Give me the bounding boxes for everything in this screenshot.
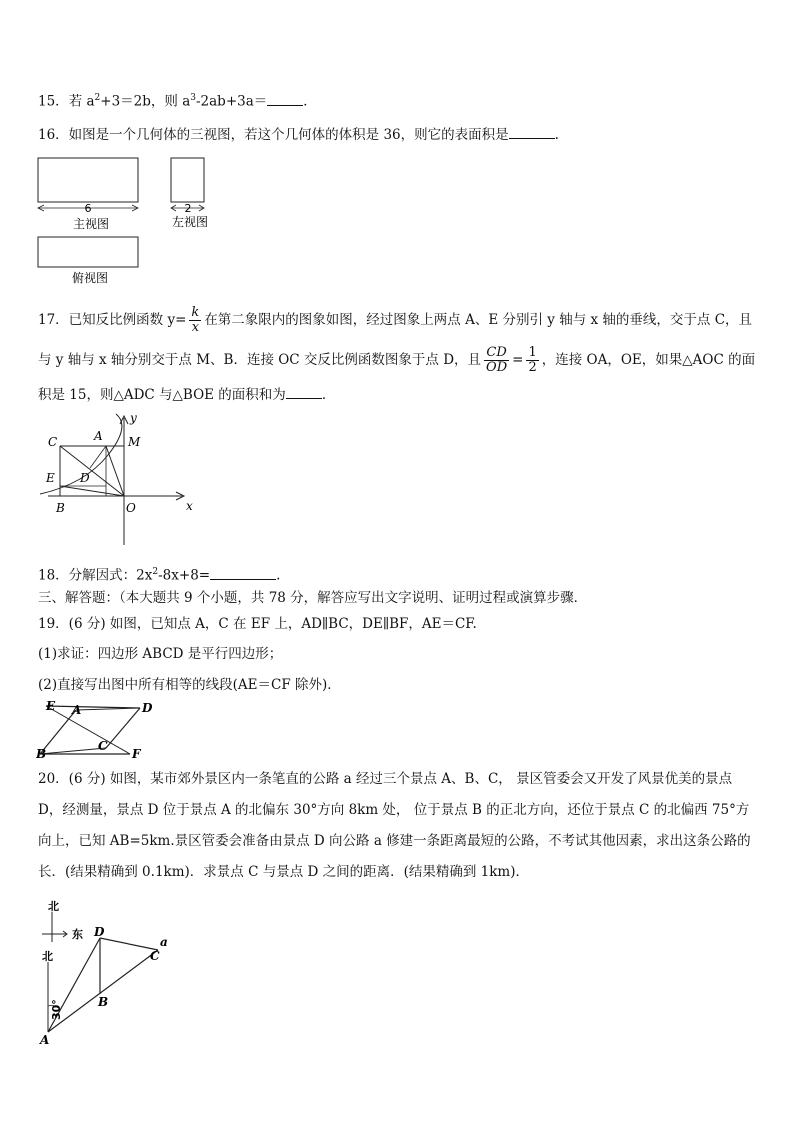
question-19-line-1: 19．(6 分) 如图，已知点 A，C 在 EF 上，AD∥BC，DE∥BF，AE＝CF. [38,616,477,632]
front-dim-label: 6 [84,202,92,215]
label-e: E [46,471,55,485]
q18-text-pre: 18．分解因式：2x [38,567,153,584]
label-f: F [132,747,141,761]
label-e: E [46,700,56,713]
q15-text-mid: +3＝2b，则 a [100,93,191,110]
angle-label: 30° [50,999,63,1020]
road-a [48,950,158,1032]
q15-text-post: -2ab+3a＝ [195,93,268,110]
question-15 [38,89,317,111]
question-20-line-1: 20．(6 分) 如图，某市郊外景区内一条笔直的公路 a 经过三个景点 A、B、C， 景区管委会又开发了风景优美的景点 [38,771,733,787]
side-view-rect [171,158,204,202]
label-d: D [94,925,105,939]
compass-north-label: 北 [48,900,59,913]
answer-blank [509,125,555,139]
q15-sup2: 3 [190,93,196,103]
fraction-one-half [526,346,538,375]
q18-sup: 2 [152,567,159,577]
section-3-heading: 三、解答题：（本大题共 9 个小题，共 78 分，解答应写出文字说明、证明过程或演算步骤． [38,590,588,606]
top-view-rect [38,237,138,267]
label-x: x [186,499,193,513]
q17-text-c: 与 y 轴与 x 轴分别交于点 M、B．连接 OC 交反比例函数图象于点 D，且 [38,352,482,368]
equals-sign: = [512,352,524,368]
parallelogram-figure [36,700,156,762]
inverse-function-figure [40,410,200,550]
q16-text: 16．如图是一个几何体的三视图，若这个几何体的体积是 36，则它的表面积是 [38,127,509,143]
three-views-figure [36,156,216,288]
label-a: A [94,429,103,443]
label-m: M [128,435,141,449]
answer-blank [286,385,322,399]
top-view-caption: 俯视图 [71,271,109,285]
q17-text-a: 17．已知反比例函数 y= [38,312,187,328]
q16-end: . [554,127,559,143]
q17-text-d: ，连接 OA，OE，如果△AOC 的面 [541,352,756,368]
label-a: A [40,1033,50,1046]
side-view-caption: 左视图 [171,215,209,229]
line-oc [60,446,124,496]
question-20-line-4: 长．(结果精确到 0.1km)．求景点 C 与景点 D 之间的距离．(结果精确到 1km)． [38,864,529,880]
label-a: A [72,703,82,717]
question-16 [38,125,559,144]
fraction-cd-od [484,346,509,375]
label-y: y [130,411,137,425]
answer-blank [267,92,303,106]
question-17-line-1 [38,306,752,335]
fraction-k-over-x [189,306,201,335]
q15-sup1: 2 [94,93,101,103]
question-20-line-3: 向上，已知 AB=5km.景区管委会准备由景点 D 向公路 a 修建一条距离最短的公路，不考试其他因素，求出这条公路的 [38,833,751,849]
q15-text-pre: 若 a [68,93,95,110]
frac-denominator: 2 [528,360,537,375]
label-d: D [142,701,153,715]
answer-blank [210,566,276,580]
label-b: B [56,501,65,515]
compass-east-label: 东 [72,928,83,941]
label-c: C [150,949,160,963]
frac-denominator: OD [486,360,508,375]
q17-text-b: 在第二象限内的图象如图，经过图象上两点 A、E 分别引 y 轴与 x 轴的垂线，交于点 C，且 [204,312,753,328]
front-view-caption: 主视图 [72,217,110,231]
label-c: C [98,739,108,753]
q17-text-e: 积是 15，则△ADC 与△BOE 的面积和为 [38,387,286,403]
label-b: B [98,995,109,1009]
question-19-line-3: (2)直接写出图中所有相等的线段(AE＝CF 除外)． [38,677,341,693]
label-d: D [80,471,90,485]
line-oe [60,486,124,496]
q15-end: ． [303,93,317,110]
question-20-line-2: D，经测量，景点 D 位于景点 A 的北偏东 30°方向 8km 处， 位于景点 B 的正北方向，还位于景点 C 的北偏西 75°方 [38,802,750,818]
label-road-a: a [160,935,168,949]
frac-numerator: CD [484,346,509,361]
question-17-line-2 [38,346,755,375]
q18-end: . [276,567,281,584]
question-19-line-2: (1)求证：四边形 ABCD 是平行四边形； [38,646,283,662]
north-label-at-a: 北 [42,950,53,963]
side-dim-label: 2 [184,202,192,215]
question-17-line-3 [38,385,335,404]
label-c: C [48,435,58,449]
q15-number: 15． [38,93,69,110]
frac-numerator: k [191,305,200,320]
frac-numerator: 1 [528,345,537,360]
q17-end: ． [321,387,336,403]
q18-text-post: -8x+8= [158,567,211,584]
label-o: O [126,501,136,515]
frac-denominator: x [191,320,200,335]
scenic-spots-figure [36,898,176,1046]
label-b: B [36,747,47,761]
front-view-rect [38,158,138,202]
question-18 [38,563,280,585]
